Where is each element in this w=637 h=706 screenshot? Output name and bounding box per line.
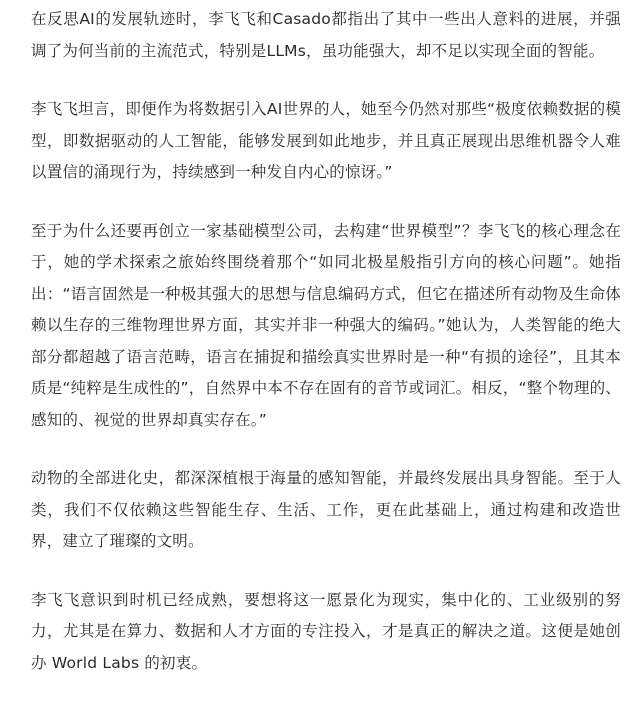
article-body [31, 4, 621, 706]
paragraph-world-labs: 李飞飞意识到时机已经成熟，要想将这一愿景化为现实，集中化的、工业级别的努力，尤其是在算力、数据和人才方面的专注投入，才是真正的解决之道。这便是她创办 World Labs 的初衷。 [31, 590, 621, 672]
paragraph-evolution: 动物的全部进化史，都深深植根于海量的感知智能，并最终发展出具身智能。至于人类，我们不仅依赖这些智能生存、生活、工作，更在此基础上，通过构建和改造世界，建立了璀璨的文明。 [31, 469, 621, 550]
paragraph-data-driven-surprise: 李飞飞坦言，即便作为将数据引入AI世界的人，她至今仍然对那些“极度依赖数据的模型，即数据驱动的人工智能，能够发展到如此地步，并且真正展现出思维机器令人难以置信的涌现行为，持续感到一种发自内心的惊讶。” [31, 100, 621, 181]
paragraph-world-model: 至于为什么还要再创立一家基础模型公司，去构建“世界模型”？李飞飞的核心理念在于，她的学术探索之旅始终围绕着那个“如同北极星般指引方向的核心问题”。她指出：“语言固然是一种极其强大的思想与信息编码方式，但它在描述所有动物及生命体赖以生存的三维物理世界方面，其实并非一种强大的编码。”她认为，人类智能的绝大部分都超越了语言范畴，语言在捕捉和描绘真实世界时是一种“有损的途径”，且其本质是“纯粹是生成性的”，自然界中本不存在固有的音节或词汇。相反，“整个物理的、感知的、视觉的世界却真实存在。” [31, 221, 621, 429]
paragraph-reflection: 在反思AI的发展轨迹时，李飞飞和Casado都指出了其中一些出人意料的进展，并强调了为何当前的主流范式，特别是LLMs，虽功能强大，却不足以实现全面的智能。 [31, 10, 621, 60]
